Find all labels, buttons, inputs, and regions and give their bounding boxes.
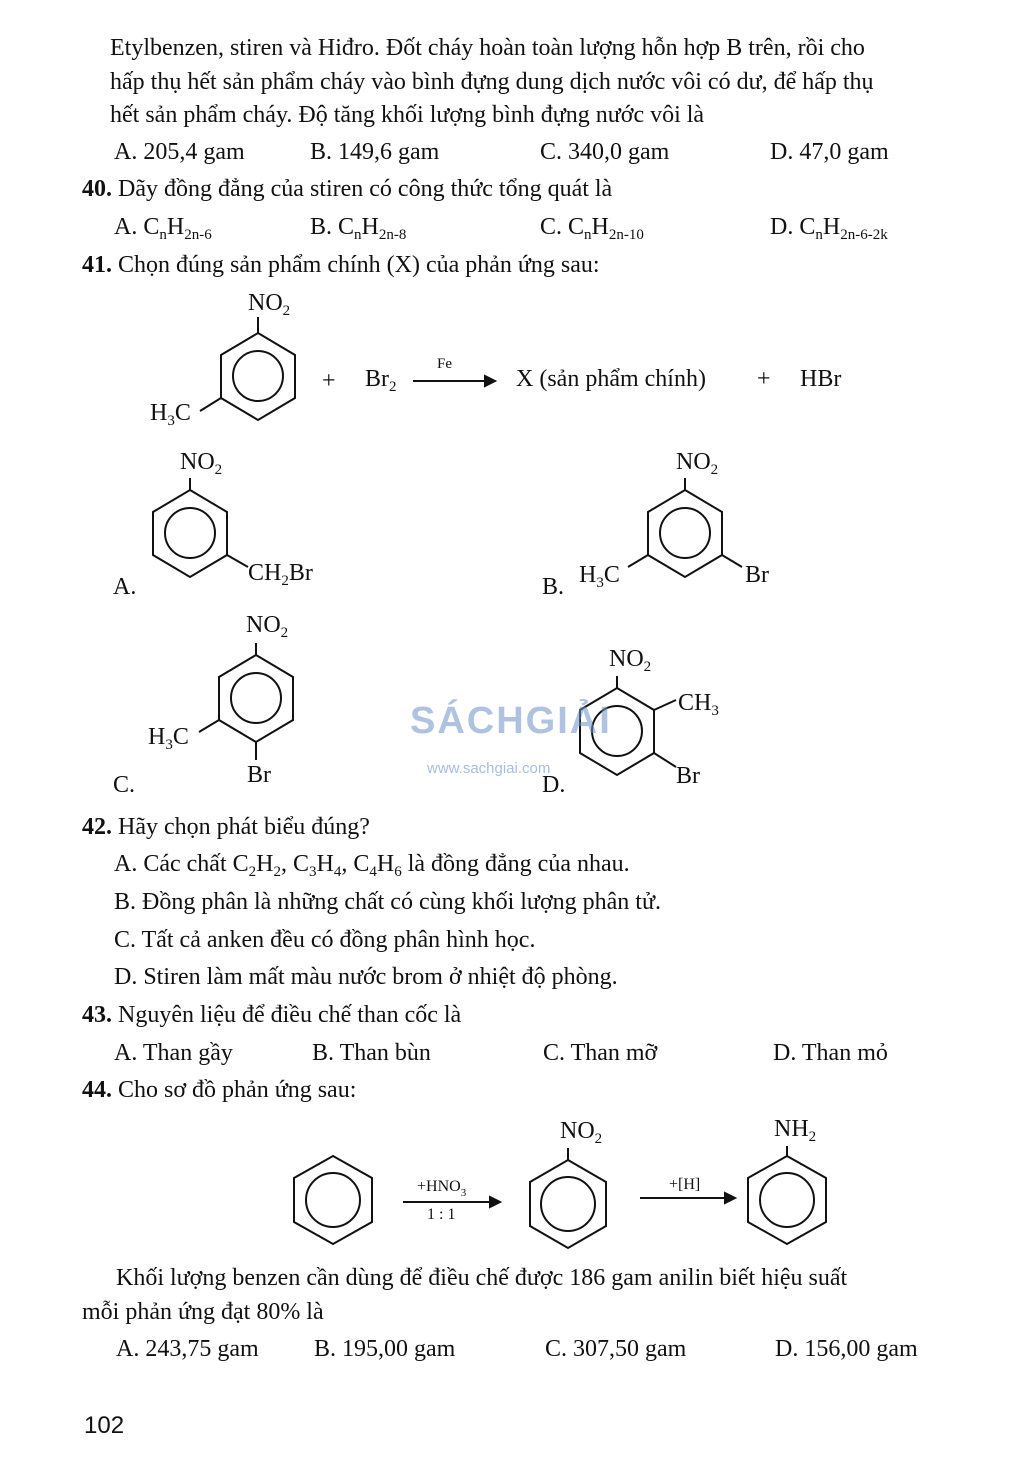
page-number: 102: [84, 1412, 125, 1439]
choice-d-ch3: $CH_3$: [678, 690, 719, 719]
q43-option-b: B. Than bùn: [312, 1040, 431, 1066]
reagent-hydrogen: +[H]: [669, 1176, 701, 1193]
intro-option-a: A. 205,4 gam: [114, 139, 245, 165]
question-text: Dãy đồng đẳng của stiren có công thức tổng quát là: [118, 176, 613, 202]
reagent-hno3: $+HNO_3$: [417, 1178, 467, 1199]
q42-option-d: D. Stiren làm mất màu nước brom ở nhiệt độ phòng.: [114, 964, 618, 990]
product-label: X (sản phẩm chính): [516, 366, 706, 392]
plus-sign-2: +: [757, 366, 771, 392]
q40-option-d: D. $C_nH_{2n-6-2k}$: [770, 214, 888, 243]
choice-c-h3c: $H_3C$: [148, 724, 189, 753]
reagent-ratio: 1 : 1: [427, 1206, 456, 1223]
reactant-no2-label: $NO_2$: [248, 290, 291, 319]
q40-option-c: C. $C_nH_{2n-10}$: [540, 214, 644, 243]
choice-b-label: B.: [542, 574, 565, 600]
intro-line-2: hấp thụ hết sản phẩm cháy vào bình đựng dung dịch nước vôi có dư, để hấp thụ: [110, 69, 874, 95]
question-number: 40.: [82, 176, 112, 202]
q44-option-d: D. 156,00 gam: [775, 1336, 918, 1362]
intro-line-3: hết sản phẩm cháy. Độ tăng khối lượng bình đựng nước vôi là: [110, 102, 705, 128]
bromine-label: $Br_2$: [365, 366, 397, 395]
choice-c-no2: $NO_2$: [246, 612, 289, 641]
q42-option-a: A. Các chất $C_2H_2$, $C_3H_4$, $C_4H_6$ là đồng đẳng của nhau.: [114, 851, 630, 880]
intro-line-1: Etylbenzen, stiren và Hiđro. Đốt cháy hoàn toàn lượng hỗn hợp B trên, rồi cho: [110, 35, 865, 61]
choice-b-br: Br: [745, 562, 769, 588]
hbr-label: HBr: [800, 366, 842, 392]
choice-c-br: Br: [247, 762, 271, 788]
q42-option-c: C. Tất cả anken đều có đồng phân hình học.: [114, 927, 536, 953]
choice-a-no2: $NO_2$: [180, 449, 223, 478]
plus-sign: +: [322, 368, 336, 394]
q42-option-b: B. Đồng phân là những chất có cùng khối lượng phân tử.: [114, 889, 661, 915]
q44-option-b: B. 195,00 gam: [314, 1336, 456, 1362]
benzene-ring: [294, 1156, 372, 1244]
q43-option-c: C. Than mỡ: [543, 1040, 658, 1066]
intro-option-b: B. 149,6 gam: [310, 139, 440, 165]
question-number: 41.: [82, 252, 112, 278]
intro-option-d: D. 47,0 gam: [770, 139, 889, 165]
q43-option-a: A. Than gầy: [114, 1040, 233, 1066]
question-number: 44.: [82, 1077, 112, 1103]
aniline-ring: [748, 1146, 826, 1244]
q43-option-d: D. Than mỏ: [773, 1040, 888, 1066]
choice-c-label: C.: [113, 772, 136, 798]
choice-d-no2: $NO_2$: [609, 646, 652, 675]
aniline-nh2: $NH_2$: [774, 1116, 817, 1145]
q40-option-b: B. $C_nH_{2n-8}$: [310, 214, 407, 243]
choice-a-label: A.: [113, 574, 137, 600]
question-text: Nguyên liệu để điều chế than cốc là: [118, 1002, 462, 1028]
question-44: [82, 1075, 356, 1105]
q44-line-2: mỗi phản ứng đạt 80% là: [82, 1299, 324, 1325]
choice-b-no2: $NO_2$: [676, 449, 719, 478]
watermark-url: www.sachgiai.com: [427, 760, 551, 777]
reactant-benzene-ring: [200, 317, 295, 420]
intro-option-c: C. 340,0 gam: [540, 139, 670, 165]
q44-option-c: C. 307,50 gam: [545, 1336, 687, 1362]
question-number: 42.: [82, 814, 112, 840]
choice-d-label: D.: [542, 772, 566, 798]
choice-b-h3c: $H_3C$: [579, 562, 620, 591]
reactant-h3c-label: $H_3C$: [150, 400, 191, 429]
question-text: Cho sơ đồ phản ứng sau:: [118, 1077, 357, 1103]
catalyst-label: Fe: [437, 356, 452, 372]
q44-line-1: Khối lượng benzen cần dùng để điều chế được 186 gam anilin biết hiệu suất: [116, 1265, 848, 1291]
choice-a-ch2br: $CH_2Br$: [248, 560, 313, 589]
choice-c-ring: [199, 643, 293, 760]
choice-d-br: Br: [676, 763, 700, 789]
watermark-logo: SÁCHGIẢI: [410, 700, 612, 742]
question-43: [82, 1000, 461, 1030]
question-number: 43.: [82, 1002, 112, 1028]
question-text: Hãy chọn phát biểu đúng?: [118, 814, 370, 840]
choice-a-ring: [153, 478, 248, 577]
q40-option-a: A. $C_nH_{2n-6}$: [114, 214, 212, 243]
choice-b-ring: [628, 478, 742, 577]
question-42: [82, 812, 370, 842]
question-text: Chọn đúng sản phẩm chính (X) của phản ứng sau:: [118, 252, 600, 278]
nitrobenzene-ring: [530, 1148, 606, 1248]
q44-option-a: A. 243,75 gam: [116, 1336, 259, 1362]
nitrobenzene-no2: $NO_2$: [560, 1118, 603, 1147]
